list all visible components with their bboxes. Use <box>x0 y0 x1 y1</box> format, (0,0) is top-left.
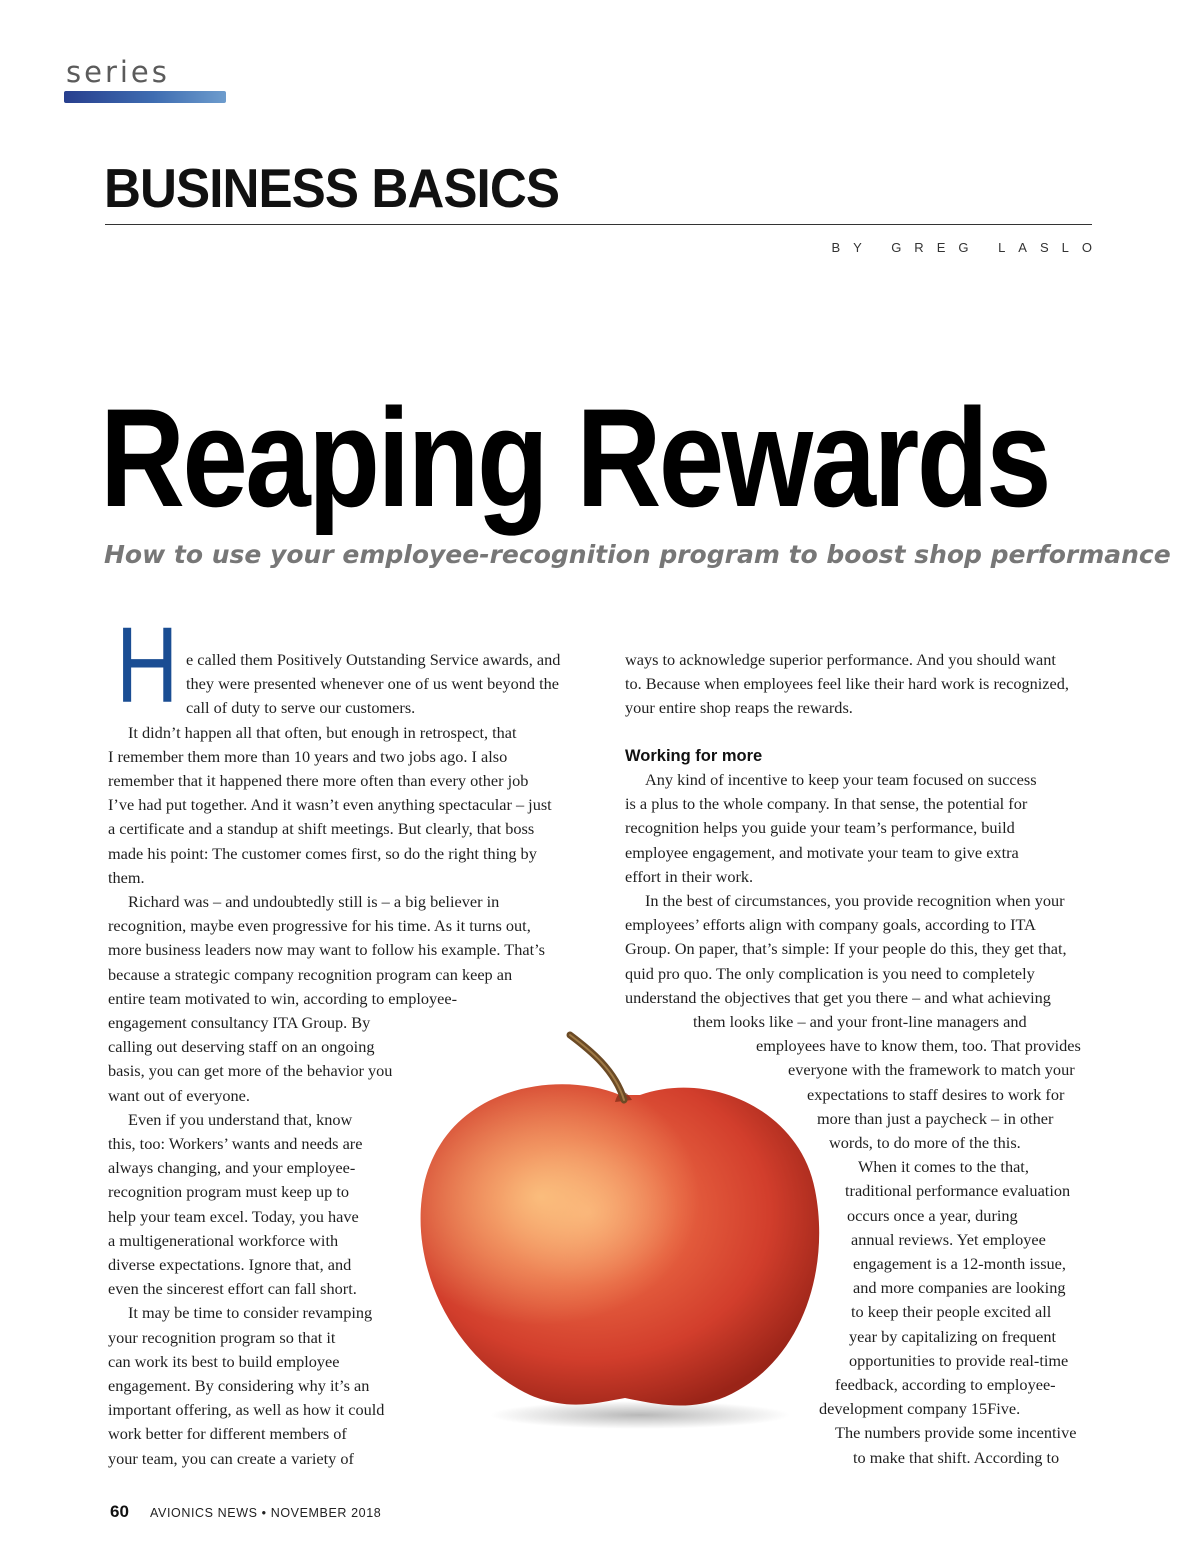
column-1-line: basis, you can get more of the behavior you <box>108 1061 393 1081</box>
column-2-line: Group. On paper, that’s simple: If your people do this, they get that, <box>625 939 1067 959</box>
column-1-line: entire team motivated to win, according to employee- <box>108 988 458 1008</box>
column-1-line: call of duty to serve our customers. <box>186 698 416 718</box>
column-1-line: work better for different members of <box>108 1424 347 1444</box>
column-2-line: more than just a paycheck – in other <box>817 1108 1054 1128</box>
column-2-line: traditional performance evaluation <box>845 1181 1071 1201</box>
column-2-line: engagement is a 12-month issue, <box>853 1254 1066 1273</box>
series-label: series <box>66 55 170 89</box>
column-1-line: because a strategic company recognition program can keep an <box>108 964 513 984</box>
column-1-line: they were presented whenever one of us went beyond the <box>186 674 559 694</box>
column-1-line: a multigenerational workforce with <box>108 1230 339 1250</box>
column-2-line: employee engagement, and motivate your team to give extra <box>625 842 1019 862</box>
column-1-line: engagement. By considering why it’s an <box>108 1376 370 1395</box>
apple-photo <box>410 1030 850 1430</box>
column-1-line: e called them Positively Outstanding Service awards, and <box>186 650 561 669</box>
column-1-line: calling out deserving staff on an ongoing <box>108 1037 375 1057</box>
column-2-line: words, to do more of the this. <box>829 1133 1021 1152</box>
column-1-line: recognition program must keep up to <box>108 1182 349 1202</box>
column-1-line: always changing, and your employee- <box>108 1158 356 1178</box>
column-1-line: I’ve had put together. And it wasn’t even anything spectacular – just <box>108 795 552 815</box>
column-2-line: effort in their work. <box>625 866 754 886</box>
column-1-line: remember that it happened there more often than every other job <box>108 771 529 790</box>
column-1-line: It may be time to consider revamping <box>128 1303 373 1323</box>
column-2-line: development company 15Five. <box>819 1399 1021 1419</box>
section-title: BUSINESS BASICS <box>104 157 560 219</box>
byline: BY GREG LASLO <box>831 240 1105 255</box>
column-2-line: When it comes to the that, <box>858 1157 1029 1177</box>
column-1-line: It didn’t happen all that often, but enough in retrospect, that <box>128 722 517 742</box>
drop-cap: H <box>116 604 179 725</box>
column-1-line: recognition, maybe even progressive for his time. As it turns out, <box>108 916 531 936</box>
column-2-line: feedback, according to employee- <box>835 1375 1056 1394</box>
column-2-line: Any kind of incentive to keep your team focused on success <box>645 770 1037 789</box>
section-subheading: Working for more <box>625 747 763 765</box>
column-1-line: want out of everyone. <box>108 1085 250 1105</box>
column-2-line: is a plus to the whole company. In that sense, the potential for <box>625 794 1028 814</box>
column-1-line: made his point: The customer comes first, so do the right thing by <box>108 843 537 863</box>
column-1-line: a certificate and a standup at shift meetings. But clearly, that boss <box>108 819 535 839</box>
column-1-line: Richard was – and undoubtedly still is – a big believer in <box>128 892 500 911</box>
article-headline: Reaping Rewards <box>100 379 1050 536</box>
column-2-line: occurs once a year, during <box>847 1205 1018 1225</box>
column-1-line: more business leaders now may want to follow his example. That’s <box>108 940 545 960</box>
series-accent-bar <box>64 91 226 103</box>
column-2-line: employees’ efforts align with company goals, according to ITA <box>625 915 1036 935</box>
column-2-line: annual reviews. Yet employee <box>851 1229 1046 1249</box>
header-divider <box>105 224 1092 225</box>
column-1-line: them. <box>108 867 145 887</box>
column-2-line: In the best of circumstances, you provide recognition when your <box>645 891 1065 910</box>
column-1-line: diverse expectations. Ignore that, and <box>108 1255 352 1274</box>
column-1-line: important offering, as well as how it could <box>108 1400 385 1420</box>
article-subhead: How to use your employee-recognition program to boost shop performance <box>104 540 1171 569</box>
column-2-line: everyone with the framework to match your <box>788 1060 1075 1080</box>
publication-info: AVIONICS NEWS • NOVEMBER 2018 <box>150 1506 382 1520</box>
column-2-line: to make that shift. According to <box>853 1447 1060 1467</box>
column-1-line: engagement consultancy ITA Group. By <box>108 1013 371 1032</box>
column-2-line: expectations to staff desires to work for <box>807 1084 1065 1104</box>
column-2-line: year by capitalizing on frequent <box>849 1326 1057 1346</box>
column-1-line: your team, you can create a variety of <box>108 1448 354 1468</box>
column-2-intro-line: your entire shop reaps the rewards. <box>625 698 853 718</box>
column-1-line: I remember them more than 10 years and two jobs ago. I also <box>108 746 508 766</box>
column-1-line: your recognition program so that it <box>108 1327 336 1347</box>
column-2-intro-line: ways to acknowledge superior performance. And you should want <box>625 650 1056 669</box>
column-2-line: recognition helps you guide your team’s performance, build <box>625 818 1015 838</box>
column-1-line: can work its best to build employee <box>108 1351 340 1371</box>
column-1-line: this, too: Workers’ wants and needs are <box>108 1134 363 1153</box>
column-2-line: to keep their people excited all <box>851 1302 1052 1322</box>
column-2-line: understand the objectives that get you there – and what achieving <box>625 987 1051 1007</box>
column-2-line: them looks like – and your front-line managers and <box>693 1012 1027 1031</box>
column-1-line: help your team excel. Today, you have <box>108 1206 359 1226</box>
column-1-line: even the sincerest effort can fall short. <box>108 1279 357 1299</box>
column-1-line: Even if you understand that, know <box>128 1109 353 1129</box>
page-number: 60 <box>110 1502 129 1521</box>
column-2-line: and more companies are looking <box>853 1278 1066 1298</box>
column-2-line: opportunities to provide real-time <box>849 1350 1069 1370</box>
column-2-intro-line: to. Because when employees feel like their hard work is recognized, <box>625 674 1069 694</box>
column-2-line: quid pro quo. The only complication is you need to completely <box>625 963 1035 983</box>
column-2-line: The numbers provide some incentive <box>835 1423 1077 1443</box>
column-2-line: employees have to know them, too. That provides <box>756 1036 1081 1056</box>
